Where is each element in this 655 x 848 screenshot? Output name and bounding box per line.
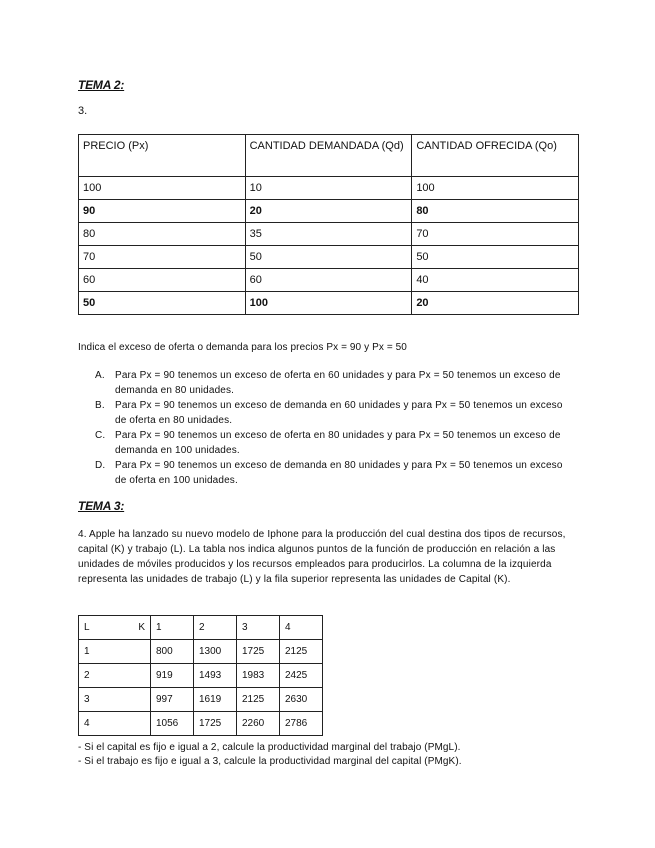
option-text: Para Px = 90 tenemos un exceso de oferta en 80 unidades y para Px = 50 tenemos un exceso de demanda en 100 unidades. [115, 430, 561, 456]
option-text: Para Px = 90 tenemos un exceso de oferta en 60 unidades y para Px = 50 tenemos un exceso de demanda en 80 unidades. [115, 370, 561, 396]
cell-qd: 10 [245, 177, 412, 200]
table-cell: 800 [151, 640, 194, 664]
table-row [79, 223, 579, 246]
k-header: 2 [194, 616, 237, 640]
option-letter: C. [95, 430, 106, 441]
cell-qd: 20 [245, 200, 412, 223]
price-quantity-table [78, 134, 579, 315]
option-a [95, 368, 575, 398]
table-row [79, 664, 323, 688]
table-row [79, 712, 323, 736]
k-header: 1 [151, 616, 194, 640]
k-header: 3 [237, 616, 280, 640]
cell-price: 50 [79, 292, 246, 315]
table-cell: 1619 [194, 688, 237, 712]
table-cell: 1983 [237, 664, 280, 688]
l-header: 3 [79, 688, 151, 712]
table-cell: 2260 [237, 712, 280, 736]
cell-qo: 40 [412, 269, 579, 292]
k-header-row [79, 616, 323, 640]
cell-price: 100 [79, 177, 246, 200]
option-d [95, 458, 575, 488]
table-row [79, 688, 323, 712]
production-table [78, 615, 323, 736]
corner-cell [79, 616, 151, 640]
cell-qd: 35 [245, 223, 412, 246]
question-text: Indica el exceso de oferta o demanda para los precios Px = 90 y Px = 50 [78, 342, 407, 353]
cell-qo: 50 [412, 246, 579, 269]
option-letter: B. [95, 400, 105, 411]
l-header: 2 [79, 664, 151, 688]
table-cell: 1300 [194, 640, 237, 664]
table-cell: 1725 [237, 640, 280, 664]
cell-price: 90 [79, 200, 246, 223]
cell-price: 80 [79, 223, 246, 246]
option-b [95, 398, 575, 428]
note-pmgl: - Si el capital es fijo e igual a 2, calcule la productividad marginal del trabajo (PMgL). [78, 742, 461, 753]
table-cell: 1725 [194, 712, 237, 736]
cell-qo: 20 [412, 292, 579, 315]
table-row [79, 640, 323, 664]
table-row [79, 292, 579, 315]
option-c [95, 428, 575, 458]
header-cantidad-ofrecida: CANTIDAD OFRECIDA (Qo) [412, 135, 579, 177]
table-row [79, 200, 579, 223]
option-text: Para Px = 90 tenemos un exceso de demanda en 80 unidades y para Px = 50 tenemos un exceso de oferta en 100 unidades. [115, 460, 563, 486]
cell-qo: 70 [412, 223, 579, 246]
cell-qd: 60 [245, 269, 412, 292]
table-row [79, 177, 579, 200]
table-cell: 1056 [151, 712, 194, 736]
cell-qo: 80 [412, 200, 579, 223]
tema2-heading: TEMA 2: [78, 78, 125, 92]
table-cell: 2425 [280, 664, 323, 688]
table-cell: 2786 [280, 712, 323, 736]
k-header: 4 [280, 616, 323, 640]
option-text: Para Px = 90 tenemos un exceso de demanda en 60 unidades y para Px = 50 tenemos un exceso de oferta en 80 unidades. [115, 400, 563, 426]
table-row [79, 269, 579, 292]
exercise-paragraph: 4. Apple ha lanzado su nuevo modelo de Iphone para la producción del cual destina dos tipos de recursos, capital (K) y trabajo (L). La tabla nos indica algunos puntos de la función de producción en relación a las unidades de móviles producidos y los recursos empleados para producirlos. La columna de la izquierda representa las unidades de trabajo (L) y la fila superior representa las unidades de Capital (K). [78, 529, 566, 585]
option-letter: D. [95, 460, 106, 471]
table-cell: 919 [151, 664, 194, 688]
table-cell: 2125 [280, 640, 323, 664]
l-header: 4 [79, 712, 151, 736]
option-letter: A. [95, 370, 105, 381]
header-cantidad-demandada: CANTIDAD DEMANDADA (Qd) [245, 135, 412, 177]
header-precio: PRECIO (Px) [79, 135, 246, 177]
cell-price: 70 [79, 246, 246, 269]
table-cell: 1493 [194, 664, 237, 688]
table-row [79, 246, 579, 269]
table-cell: 997 [151, 688, 194, 712]
exercise-number: 3. [78, 105, 88, 117]
table-header-row [79, 135, 579, 177]
l-header: 1 [79, 640, 151, 664]
tema3-heading: TEMA 3: [78, 499, 125, 513]
answer-options [95, 368, 575, 488]
cell-qd: 100 [245, 292, 412, 315]
cell-price: 60 [79, 269, 246, 292]
cell-qo: 100 [412, 177, 579, 200]
cell-qd: 50 [245, 246, 412, 269]
table-cell: 2630 [280, 688, 323, 712]
label-l: L [84, 622, 90, 633]
note-pmgk: - Si el trabajo es fijo e igual a 3, calcule la productividad marginal del capital (PMgK). [78, 756, 462, 767]
table-cell: 2125 [237, 688, 280, 712]
notes [78, 741, 462, 769]
label-k: K [138, 622, 145, 633]
